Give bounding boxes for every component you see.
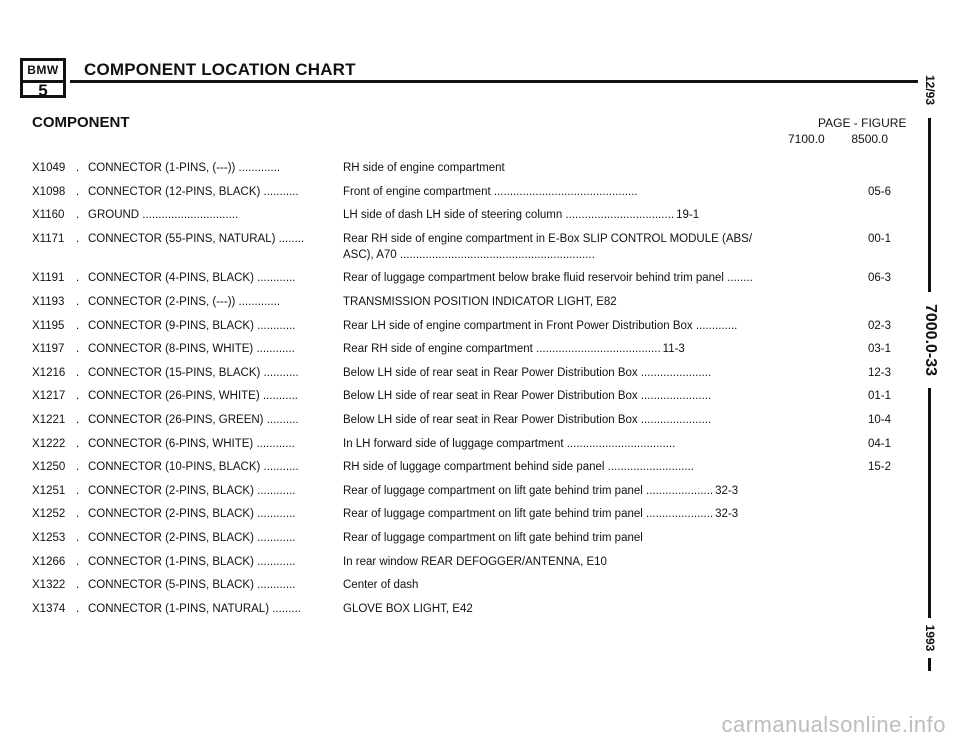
component-location: Rear of luggage compartment below brake fluid reservoir behind trim panel ........ — [343, 272, 753, 285]
component-location: TRANSMISSION POSITION INDICATOR LIGHT, E82 — [343, 296, 617, 308]
separator-dot: . — [76, 532, 80, 544]
component-name: CONNECTOR (15-PINS, BLACK) ........... — [88, 366, 299, 379]
component-name: CONNECTOR (26-PINS, WHITE) ........... — [88, 390, 298, 403]
component-location: In LH forward side of luggage compartment .................................. — [343, 437, 676, 450]
logo-bottom: 5 — [38, 81, 48, 100]
component-name: CONNECTOR (26-PINS, GREEN) .......... — [88, 414, 299, 426]
component-code: X1251 — [32, 484, 66, 497]
figure-reference: 05-6 — [868, 185, 892, 198]
page-figure-subheading — [788, 132, 888, 146]
figure-reference: 12-3 — [868, 366, 892, 379]
component-name: CONNECTOR (8-PINS, WHITE) ............ — [88, 343, 295, 356]
component-code: X1193 — [32, 296, 65, 308]
page-reference: 32-3 — [715, 508, 739, 521]
watermark: carmanualsonline.info — [721, 712, 946, 737]
component-code: X1253 — [32, 532, 66, 544]
component-name: CONNECTOR (12-PINS, BLACK) ........... — [88, 185, 299, 198]
separator-dot: . — [76, 437, 80, 450]
component-code: X1266 — [32, 555, 66, 568]
separator-dot: . — [76, 390, 80, 403]
separator-dot: . — [76, 343, 80, 356]
page-figure-heading: PAGE - FIGURE — [818, 116, 907, 130]
separator-dot: . — [76, 319, 80, 332]
title-rule — [70, 80, 918, 83]
page-reference: 11-3 — [662, 343, 685, 356]
component-code: X1322 — [32, 579, 66, 592]
component-name: CONNECTOR (10-PINS, BLACK) ........... — [88, 461, 299, 474]
figure-reference: 06-3 — [868, 272, 892, 285]
component-name: CONNECTOR (5-PINS, BLACK) ............ — [88, 579, 296, 592]
component-location-continued: ASC), A70 ............................................................. — [343, 248, 595, 261]
component-location: Below LH side of rear seat in Rear Power Distribution Box ...................... — [343, 366, 712, 379]
component-code: X1250 — [32, 461, 66, 474]
component-code: X1191 — [32, 272, 65, 285]
component-location: Rear of luggage compartment on lift gate behind trim panel — [343, 532, 643, 544]
figure-reference: 10-4 — [868, 414, 892, 426]
separator-dot: . — [76, 602, 80, 615]
page-number-heading: 7100.0 — [788, 132, 825, 146]
component-location: In rear window REAR DEFOGGER/ANTENNA, E10 — [343, 555, 607, 568]
component-location: Center of dash — [343, 579, 419, 592]
side-page-number: 7000.0-33 — [920, 292, 940, 388]
component-name: CONNECTOR (6-PINS, WHITE) ............ — [88, 437, 295, 450]
component-name: CONNECTOR (1-PINS, BLACK) ............ — [88, 555, 296, 568]
component-name: CONNECTOR (2-PINS, BLACK) ............ — [88, 532, 296, 544]
figure-reference: 03-1 — [868, 343, 892, 356]
component-location: Rear RH side of engine compartment ....................................... 11-3 — [343, 343, 685, 356]
component-name: CONNECTOR (2-PINS, BLACK) ............ — [88, 484, 296, 497]
separator-dot: . — [76, 484, 80, 497]
component-code: X1252 — [32, 508, 66, 521]
bmw-5-logo — [20, 58, 66, 98]
separator-dot: . — [76, 209, 80, 222]
component-location: RH side of engine compartment — [343, 162, 505, 174]
component-name: CONNECTOR (2-PINS, (---)) ............. — [88, 296, 281, 308]
separator-dot: . — [76, 461, 80, 474]
component-name: CONNECTOR (55-PINS, NATURAL) ........ — [88, 232, 305, 245]
component-code: X1160 — [32, 209, 65, 222]
component-code: X1374 — [32, 602, 66, 615]
component-code: X1216 — [32, 366, 66, 379]
figure-reference: 15-2 — [868, 461, 892, 474]
component-location: LH side of dash LH side of steering column .................................. 19-1 — [343, 209, 700, 222]
logo-top: BMW — [23, 61, 63, 83]
separator-dot: . — [76, 555, 80, 568]
figure-reference: 01-1 — [868, 390, 892, 403]
component-location: Below LH side of rear seat in Rear Power Distribution Box ...................... — [343, 390, 712, 403]
figure-reference: 00-1 — [868, 232, 892, 245]
figure-number-heading: 8500.0 — [851, 132, 889, 146]
separator-dot: . — [76, 185, 80, 198]
component-name: CONNECTOR (2-PINS, BLACK) ............ — [88, 508, 296, 521]
separator-dot: . — [76, 508, 80, 521]
component-heading: COMPONENT — [32, 114, 130, 131]
component-code: X1197 — [32, 343, 65, 356]
separator-dot: . — [76, 232, 80, 245]
component-name: CONNECTOR (4-PINS, BLACK) ............ — [88, 272, 296, 285]
side-date: 12/93 — [922, 62, 938, 118]
separator-dot: . — [76, 366, 80, 379]
component-code: X1049 — [32, 162, 66, 174]
component-code: X1217 — [32, 390, 66, 403]
component-location: RH side of luggage compartment behind side panel ........................... — [343, 461, 694, 474]
component-code: X1098 — [32, 185, 66, 198]
component-name: CONNECTOR (9-PINS, BLACK) ............ — [88, 319, 296, 332]
component-location: Front of engine compartment ............................................. — [343, 185, 638, 198]
separator-dot: . — [76, 162, 80, 174]
separator-dot: . — [76, 296, 80, 308]
component-name: CONNECTOR (1-PINS, (---)) ............. — [88, 162, 281, 174]
component-code: X1222 — [32, 437, 66, 450]
component-code: X1195 — [32, 319, 65, 332]
component-code: X1171 — [32, 232, 65, 245]
side-year: 1993 — [922, 618, 938, 658]
component-code: X1221 — [32, 414, 66, 426]
component-location: Rear RH side of engine compartment in E-Box SLIP CONTROL MODULE (ABS/ — [343, 232, 753, 245]
figure-reference: 04-1 — [868, 437, 892, 450]
component-name: GROUND .............................. — [88, 209, 239, 222]
component-location: Below LH side of rear seat in Rear Power Distribution Box ...................... — [343, 414, 712, 426]
component-location: Rear of luggage compartment on lift gate behind trim panel ..................... 32-3 — [343, 484, 739, 497]
page-title: COMPONENT LOCATION CHART — [84, 60, 356, 79]
page-reference: 19-1 — [676, 209, 700, 222]
component-name: CONNECTOR (1-PINS, NATURAL) ......... — [88, 602, 301, 615]
separator-dot: . — [76, 579, 80, 592]
separator-dot: . — [76, 272, 80, 285]
component-location: GLOVE BOX LIGHT, E42 — [343, 602, 473, 615]
component-location: Rear LH side of engine compartment in Front Power Distribution Box ............. — [343, 319, 738, 332]
side-rule — [928, 115, 931, 671]
component-location: Rear of luggage compartment on lift gate behind trim panel ..................... 32-3 — [343, 508, 739, 521]
figure-reference: 02-3 — [868, 319, 892, 332]
separator-dot: . — [76, 414, 80, 426]
page-reference: 32-3 — [715, 484, 739, 497]
